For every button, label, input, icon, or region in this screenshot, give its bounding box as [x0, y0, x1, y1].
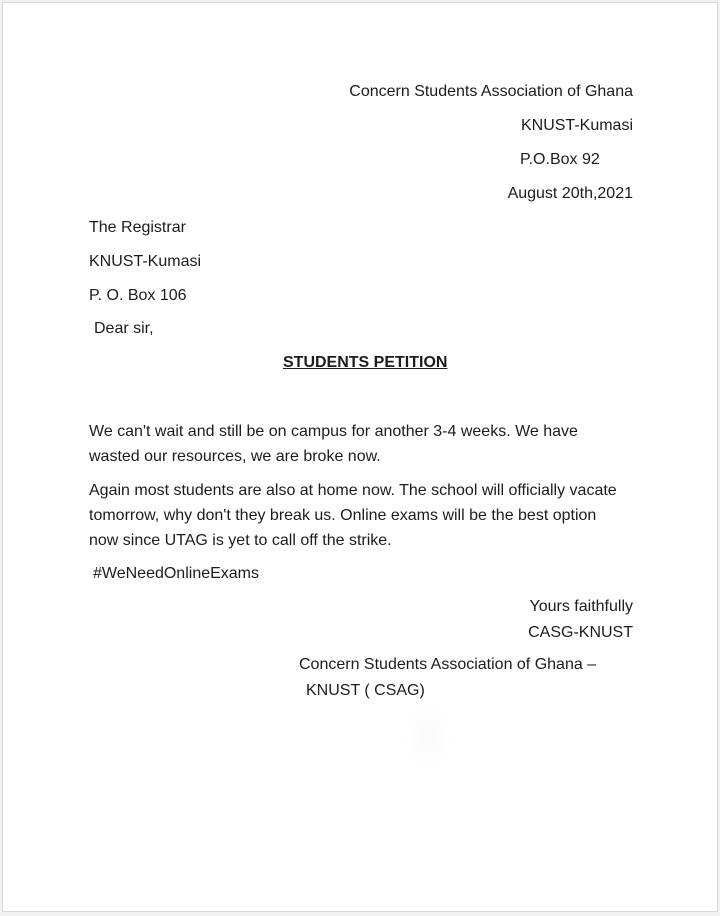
salutation: Dear sir, [94, 320, 154, 337]
body-paragraph-1: We can't wait and still be on campus for another 3-4 weeks. We have wasted our resources, we are broke now. [89, 423, 578, 465]
recipient-location: KNUST-Kumasi [89, 253, 202, 270]
letter-date: August 20th,2021 [507, 185, 633, 202]
sender-po-box: P.O.Box 92 [520, 151, 600, 168]
sender-organization: Concern Students Association of Ghana [349, 83, 633, 100]
body-paragraph-2: Again most students are also at home now. The school will officially vacate tomorrow, why don't they break us. Online exams will be the best option now since UTAG is yet to call off the strike. [89, 482, 617, 549]
faint-mark [403, 703, 453, 773]
signatory: CASG-KNUST [528, 624, 633, 641]
valediction: Yours faithfully [529, 598, 633, 615]
closing-organization-line-2: KNUST ( CSAG) [306, 682, 425, 699]
hashtag: #WeNeedOnlineExams [93, 565, 260, 582]
sender-location: KNUST-Kumasi [520, 117, 633, 134]
recipient-po-box: P. O. Box 106 [89, 287, 187, 304]
letter-page [2, 2, 718, 912]
letter-subject: STUDENTS PETITION [283, 354, 448, 371]
recipient-title: The Registrar [89, 219, 186, 236]
closing-organization-line-1: Concern Students Association of Ghana – [299, 656, 597, 673]
